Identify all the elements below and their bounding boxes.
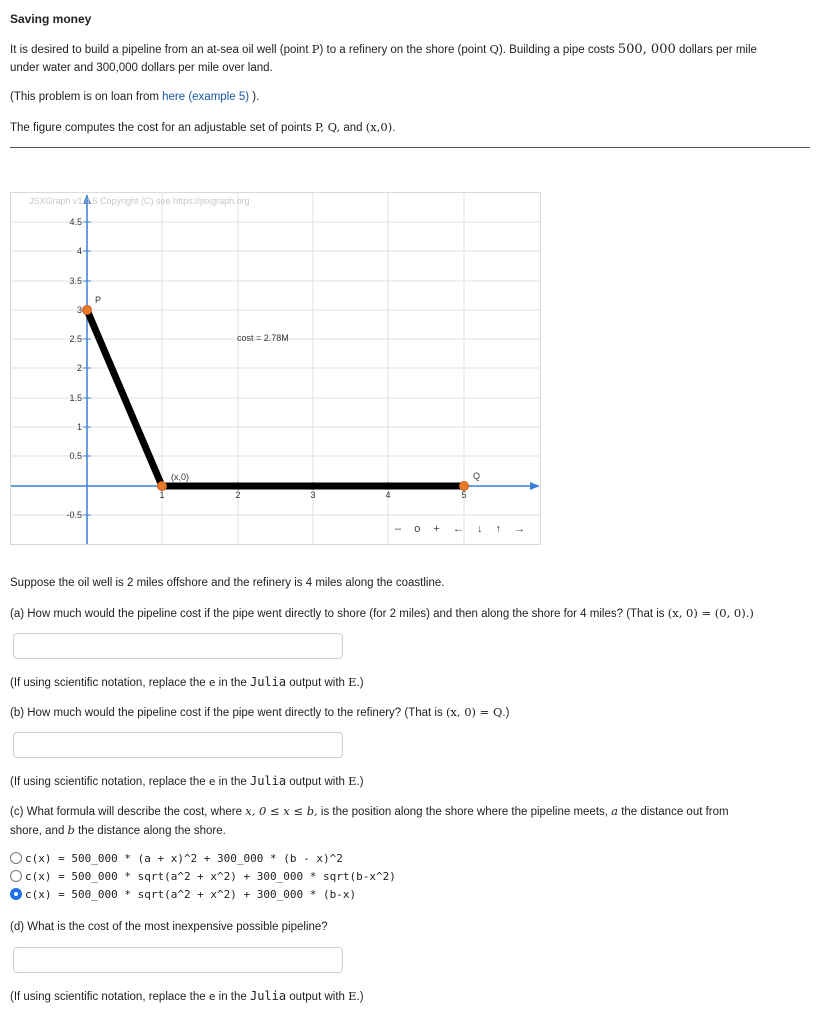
- point-p[interactable]: [83, 306, 92, 315]
- example-link[interactable]: here (example 5): [162, 91, 250, 103]
- loan-note: (This problem is on loan from here (example 5) ).: [10, 91, 260, 103]
- graph-canvas[interactable]: [11, 193, 540, 544]
- pan-up-button[interactable]: ↑: [495, 523, 503, 535]
- point-x0[interactable]: [158, 482, 167, 491]
- y-tick-label: 4.5: [69, 217, 82, 227]
- problem-statement: It is desired to build a pipeline from an at-sea oil well (point P) to a refinery on the shore (point Q). Building a pipe costs 500, 000 dollars per mile under water and 300,000 dollars per mile over land.: [10, 42, 757, 74]
- pan-right-button[interactable]: →: [514, 523, 528, 535]
- figure-note: The figure computes the cost for an adjustable set of points P, Q, and (x,0).: [10, 120, 396, 134]
- formula-choice-1[interactable]: c(x) = 500_000 * (a + x)^2 + 300_000 * (b - x)^2: [10, 850, 343, 866]
- radio-button-selected[interactable]: [10, 888, 22, 900]
- y-tick-label: 4: [76, 246, 82, 256]
- divider: [10, 147, 810, 148]
- board-navigation: [395, 523, 533, 535]
- point-q[interactable]: [460, 482, 469, 491]
- board-copyright: JSXGraph v1.4.6 Copyright (C) see https://jsxgraph.org: [29, 196, 250, 206]
- answer-b-input[interactable]: [13, 732, 343, 758]
- zoom-reset-button[interactable]: o: [414, 523, 423, 535]
- point-x0-label: (x,0): [171, 472, 189, 482]
- x-axis-arrow-icon: [530, 482, 540, 490]
- y-tick-label: 3: [76, 305, 82, 315]
- y-tick-label: 1: [76, 422, 82, 432]
- question-setup: Suppose the oil well is 2 miles offshore and the refinery is 4 miles along the coastline.: [10, 577, 445, 589]
- y-tick-label: 0.5: [69, 451, 82, 461]
- question-b: (b) How much would the pipeline cost if the pipe went directly to the refinery? (That is (x, 0) = Q.): [10, 705, 510, 719]
- x-tick-label: 5: [461, 490, 467, 500]
- answer-a-input[interactable]: [13, 633, 343, 659]
- sci-note-d: (If using scientific notation, replace the e in the Julia output with E.): [10, 989, 364, 1003]
- x-tick-label: 2: [235, 490, 241, 500]
- formula-choice-3[interactable]: c(x) = 500_000 * sqrt(a^2 + x^2) + 300_000 * (b-x): [10, 886, 356, 902]
- y-tick-label: 1.5: [69, 393, 82, 403]
- sci-note-b: (If using scientific notation, replace the e in the Julia output with E.): [10, 774, 364, 788]
- zoom-out-button[interactable]: –: [395, 523, 404, 535]
- question-d: (d) What is the cost of the most inexpensive possible pipeline?: [10, 921, 328, 933]
- y-tick-label: 2.5: [69, 334, 82, 344]
- x-tick-label: 4: [385, 490, 391, 500]
- jsxgraph-board[interactable]: [10, 192, 541, 545]
- radio-button[interactable]: [10, 852, 22, 864]
- point-q-label: Q: [473, 471, 481, 481]
- question-c: (c) What formula will describe the cost, where x, 0 ≤ x ≤ b, is the position along the shore where the pipeline meets, a the distance out from shore, and b the distance along the shore.: [10, 804, 729, 837]
- y-tick-label: -0.5: [66, 510, 82, 520]
- y-tick-label: 2: [76, 363, 82, 373]
- point-p-label: P: [95, 295, 102, 305]
- answer-d-input[interactable]: [13, 947, 343, 973]
- question-a: (a) How much would the pipeline cost if the pipe went directly to shore (for 2 miles) and then along the shore for 4 miles? (That is (x, 0) = (0, 0).): [10, 606, 754, 620]
- x-tick-label: 1: [159, 490, 165, 500]
- zoom-in-button[interactable]: +: [433, 523, 442, 535]
- pan-down-button[interactable]: ↓: [476, 523, 485, 535]
- x-tick-label: 3: [310, 490, 316, 500]
- formula-choice-2[interactable]: c(x) = 500_000 * sqrt(a^2 + x^2) + 300_000 * sqrt(b-x^2): [10, 868, 396, 884]
- y-tick-label: 3.5: [69, 276, 82, 286]
- sci-note-a: (If using scientific notation, replace the e in the Julia output with E.): [10, 675, 364, 689]
- pan-left-button[interactable]: ←: [452, 523, 466, 535]
- radio-button[interactable]: [10, 870, 22, 882]
- page-title: Saving money: [10, 12, 92, 26]
- cost-label: cost = 2.78M: [237, 333, 289, 343]
